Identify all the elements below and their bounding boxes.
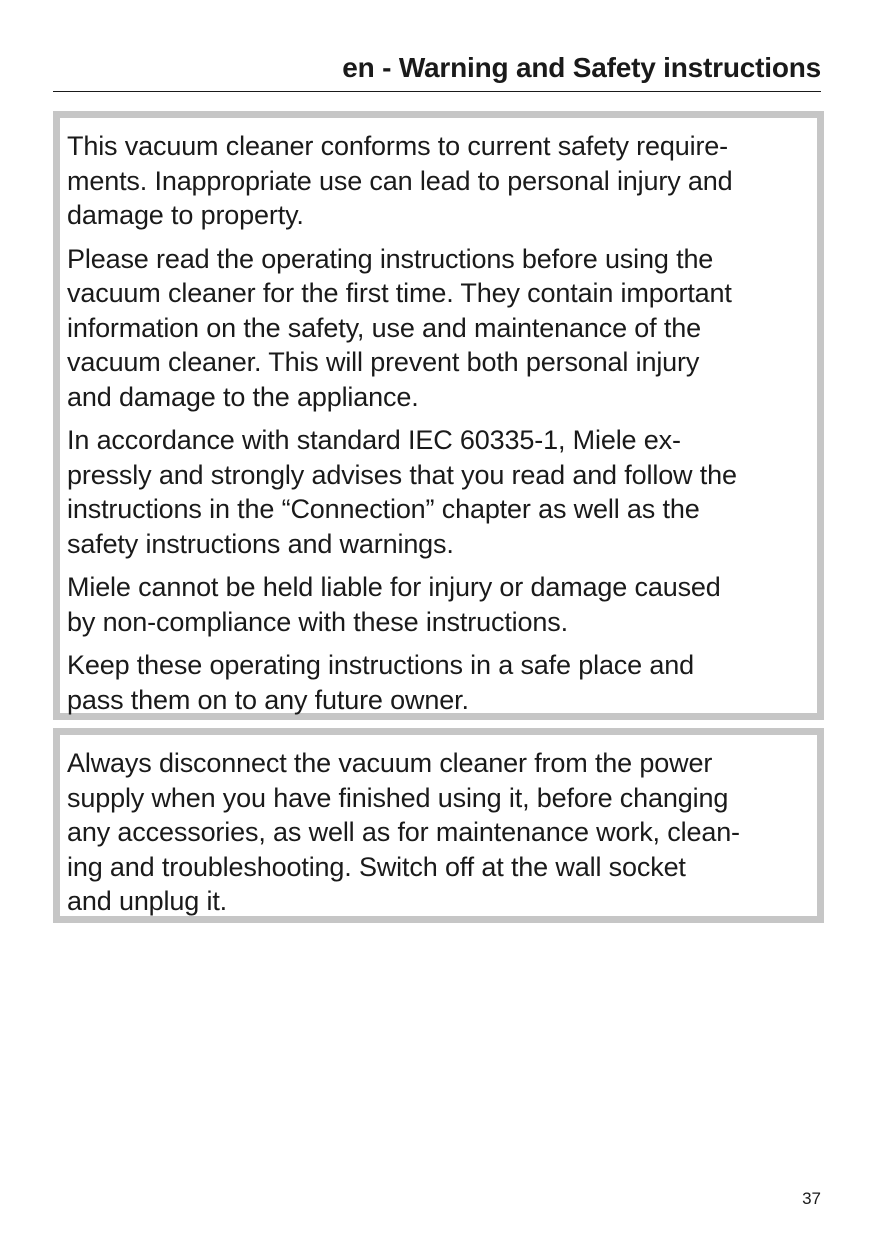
text-line: pressly and strongly advises that you read and follow the: [67, 459, 737, 490]
text-line: information on the safety, use and maintenance of the: [67, 312, 701, 343]
paragraph-read-instructions: [67, 242, 815, 415]
text-line: Keep these operating instructions in a safe place and: [67, 650, 694, 680]
text-line: Please read the operating instructions before using the: [67, 243, 714, 274]
disconnect-warning-box: [53, 728, 824, 923]
text-line: This vacuum cleaner conforms to current safety require-: [67, 131, 729, 161]
text-line: pass them on to any future owner.: [67, 684, 469, 715]
text-line: In accordance with standard IEC 60335-1, Miele ex-: [67, 425, 681, 455]
page-number: 37: [802, 1189, 821, 1208]
text-line: by non-compliance with these instructions.: [67, 606, 568, 637]
text-line: vacuum cleaner. This will prevent both personal injury: [67, 347, 700, 377]
text-line: instructions in the “Connection” chapter as well as the: [67, 494, 700, 524]
text-line: and damage to the appliance.: [67, 381, 419, 412]
paragraph-disconnect: [67, 746, 815, 919]
paragraph-iec-standard: [67, 423, 815, 561]
safety-intro-box: [53, 111, 824, 720]
page-title: en - Warning and Safety instructions: [342, 52, 821, 83]
text-line: supply when you have finished using it, before changing: [67, 782, 729, 813]
text-line: Miele cannot be held liable for injury or damage caused: [67, 572, 721, 602]
paragraph-liability: [67, 570, 815, 639]
text-line: vacuum cleaner for the first time. They contain important: [67, 278, 732, 308]
page-header: [53, 50, 821, 92]
disconnect-warning-content: [67, 746, 815, 928]
text-line: damage to property.: [67, 200, 304, 230]
text-line: any accessories, as well as for maintenance work, clean-: [67, 817, 740, 847]
paragraph-conformity: [67, 129, 815, 233]
paragraph-keep-instructions: [67, 648, 815, 717]
text-line: safety instructions and warnings.: [67, 528, 454, 559]
text-line: ing and troubleshooting. Switch off at the wall socket: [67, 851, 686, 882]
safety-intro-content: [67, 129, 815, 726]
text-line: and unplug it.: [67, 886, 228, 916]
text-line: ments. Inappropriate use can lead to personal injury and: [67, 165, 733, 196]
text-line: Always disconnect the vacuum cleaner from the power: [67, 748, 713, 778]
